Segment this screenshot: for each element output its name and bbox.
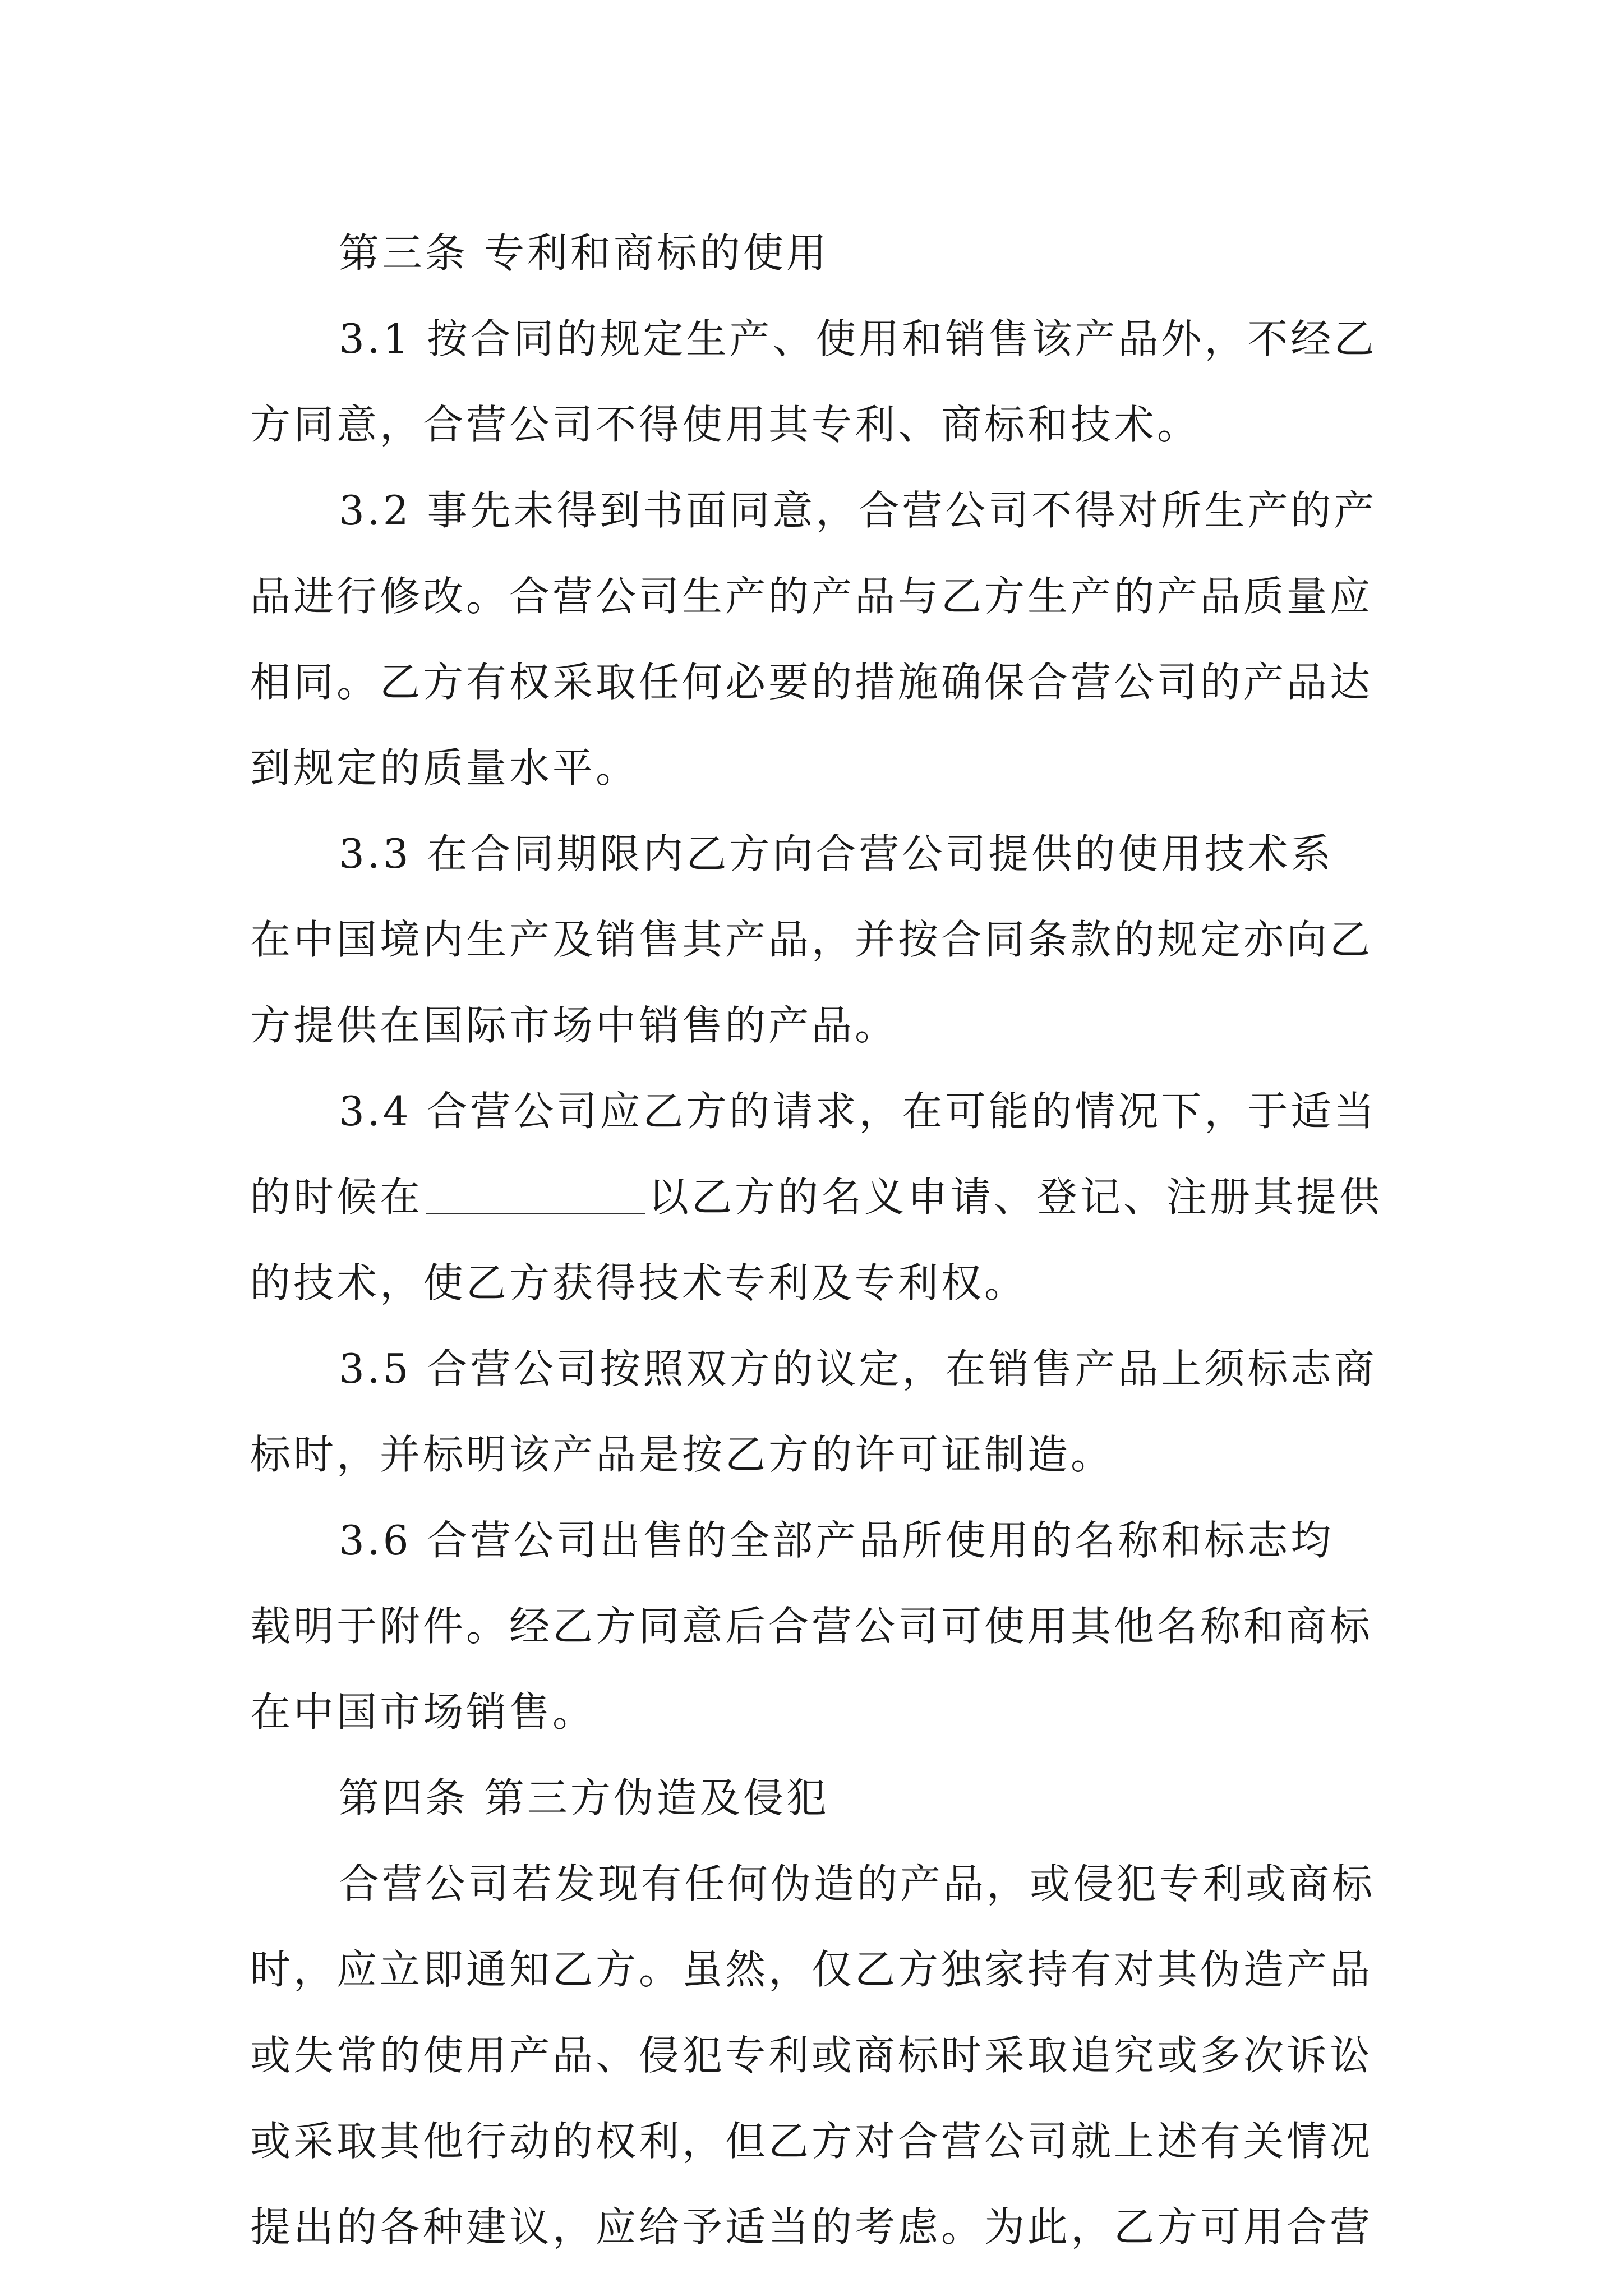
clause-3-1-line-2: 方同意，合营公司不得使用其专利、商标和技术。	[250, 401, 1201, 448]
article-3-heading: 第三条 专利和商标的使用	[339, 229, 829, 277]
article-4-heading: 第四条 第三方伪造及侵犯	[339, 1774, 829, 1821]
article-4-line-1: 合营公司若发现有任何伪造的产品，或侵犯专利或商标	[339, 1860, 1376, 1907]
clause-3-2-line-4: 到规定的质量水平。	[250, 744, 639, 792]
clause-3-2-line-3: 相同。乙方有权采取任何必要的措施确保合营公司的产品达	[250, 659, 1373, 706]
clause-3-4-line-3: 的技术，使乙方获得技术专利及专利权。	[250, 1259, 1028, 1306]
article-4-line-5: 提出的各种建议，应给予适当的考虑。为此，乙方可用合营	[250, 2203, 1373, 2251]
fill-in-blank	[426, 1172, 645, 1214]
clause-3-4-line-1: 3.4 合营公司应乙方的请求，在可能的情况下，于适当	[339, 1088, 1377, 1135]
clause-3-3-line-1: 3.3 在合同期限内乙方向合营公司提供的使用技术系	[339, 830, 1334, 877]
article-4-line-3: 或失常的使用产品、侵犯专利或商标时采取追究或多次诉讼	[250, 2032, 1373, 2079]
article-4-line-4: 或采取其他行动的权利，但乙方对合营公司就上述有关情况	[250, 2118, 1373, 2165]
clause-3-1-line-1: 3.1 按合同的规定生产、使用和销售该产品外，不经乙	[339, 315, 1377, 362]
clause-3-4-line-2	[250, 1154, 1383, 1240]
document-page	[250, 210, 1383, 2270]
clause-3-2-line-2: 品进行修改。合营公司生产的产品与乙方生产的产品质量应	[250, 573, 1373, 620]
clause-3-5-line-2: 标时，并标明该产品是按乙方的许可证制造。	[250, 1431, 1114, 1478]
clause-3-3-line-2: 在中国境内生产及销售其产品，并按合同条款的规定亦向乙	[250, 916, 1373, 963]
clause-3-3-line-3: 方提供在国际市场中销售的产品。	[250, 1002, 898, 1049]
clause-3-2-line-1: 3.2 事先未得到书面同意，合营公司不得对所生产的产	[339, 487, 1377, 534]
clause-3-4-text-before-blank: 的时候在	[250, 1174, 423, 1221]
clause-3-6-line-2: 载明于附件。经乙方同意后合营公司可使用其他名称和商标	[250, 1603, 1373, 1650]
article-4-line-2: 时，应立即通知乙方。虽然，仅乙方独家持有对其伪造产品	[250, 1946, 1373, 1993]
clause-3-6-line-1: 3.6 合营公司出售的全部产品所使用的名称和标志均	[339, 1517, 1334, 1564]
clause-3-6-line-3: 在中国市场销售。	[250, 1688, 596, 1736]
clause-3-5-line-1: 3.5 合营公司按照双方的议定，在销售产品上须标志商	[339, 1345, 1377, 1392]
clause-3-4-text-after-blank: 以乙方的名义申请、登记、注册其提供	[648, 1174, 1383, 1221]
